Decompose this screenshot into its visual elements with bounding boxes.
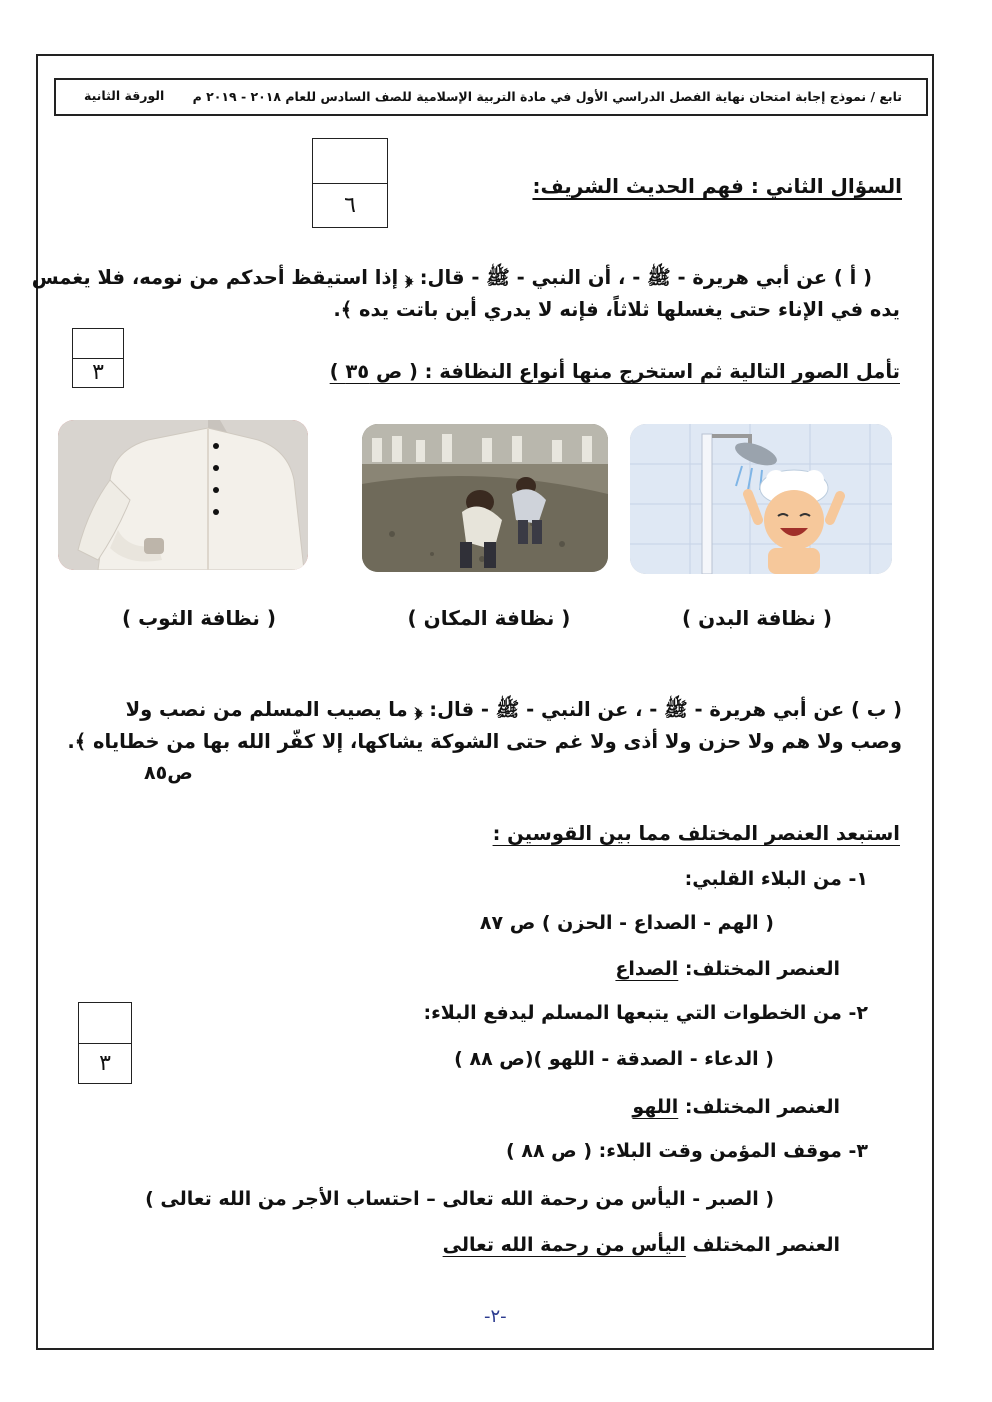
item-2-answer: اللهو <box>632 1096 679 1118</box>
white-thobe-image <box>58 420 308 570</box>
score-box-part-1 <box>72 328 124 388</box>
answer-garment-cleanliness: ( نظافة الثوب ) <box>121 606 277 630</box>
score-part-1: ٣ <box>92 360 104 386</box>
shower-child-image <box>630 424 892 574</box>
white-thobe-icon <box>58 420 308 570</box>
item-2-answer-label: العنصر المختلف: <box>684 1096 840 1118</box>
item-1-question: ١- من البلاء القلبي: <box>684 868 868 890</box>
score-box-empty-cell <box>313 139 387 184</box>
part-1-instruction: تأمل الصور التالية ثم استخرج منها أنواع النظافة : ( ص ٣٥ ) <box>329 360 900 383</box>
hadith-b-reference: ص٨٥ <box>144 762 193 784</box>
item-1-answer-row <box>615 958 840 980</box>
answer-place-cleanliness: ( نظافة المكان ) <box>407 606 571 630</box>
item-3-answer-row <box>443 1234 840 1256</box>
item-1-options: ( الهم - الصداع - الحزن ) ص ٨٧ <box>479 912 774 934</box>
cleaning-place-image <box>362 424 608 572</box>
item-1-answer: الصداع <box>615 958 679 980</box>
hadith-a-line-2: يده في الإناء حتى يغسلها ثلاثاً، فإنه لا يدري أين باتت يده ﴾. <box>333 298 900 321</box>
item-2-options: ( الدعاء - الصدقة - اللهو )(ص ٨٨ ) <box>454 1048 774 1070</box>
page-number: -٢- <box>484 1306 507 1327</box>
header-title: تابع / نموذج إجابة امتحان نهاية الفصل الدراسي الأول في مادة التربية الإسلامية للصف السادس للعام ٢٠١٨ - ٢٠١٩ م <box>192 89 902 104</box>
hadith-a-line-1: ( أ ) عن أبي هريرة - ﷺ - ، أن النبي - ﷺ - قال: ﴿ إذا استيقظ أحدكم من نومه، فلا يغمس <box>31 266 872 289</box>
item-2-answer-row <box>632 1096 840 1118</box>
hadith-b-line-1: ( ب ) عن أبي هريرة - ﷺ - ، عن النبي - ﷺ - قال: ﴿ ما يصيب المسلم من نصب ولا <box>125 698 902 721</box>
cleaning-place-icon <box>362 424 608 572</box>
score-part-2: ٣ <box>99 1050 111 1076</box>
hadith-b-line-2: وصب ولا هم ولا حزن ولا أذى ولا غم حتى الشوكة يشاكها، إلا كفّر الله بها من خطاياه ﴾. <box>67 730 902 753</box>
item-3-question: ٣- موقف المؤمن وقت البلاء: ( ص ٨٨ ) <box>506 1140 868 1162</box>
item-2-question: ٢- من الخطوات التي يتبعها المسلم ليدفع البلاء: <box>423 1002 868 1024</box>
item-3-options: ( الصبر - اليأس من رحمة الله تعالى – احتساب الأجر من الله تعالى ) <box>145 1188 774 1210</box>
part-2-instruction: استبعد العنصر المختلف مما بين القوسين : <box>492 822 900 845</box>
item-1-answer-label: العنصر المختلف: <box>684 958 840 980</box>
page-label: الورقة الثانية <box>84 88 165 103</box>
item-3-answer-label: العنصر المختلف <box>692 1234 840 1256</box>
score-box-part-2 <box>78 1002 132 1084</box>
score-total: ٦ <box>344 192 356 218</box>
shower-child-icon <box>630 424 892 574</box>
item-3-answer: اليأس من رحمة الله تعالى <box>442 1234 686 1256</box>
answer-body-cleanliness: ( نظافة البدن ) <box>681 606 833 630</box>
question-2-title: السؤال الثاني : فهم الحديث الشريف: <box>532 174 902 198</box>
score-box-empty-cell <box>73 329 123 359</box>
score-box-empty-cell <box>79 1003 131 1044</box>
header-box <box>54 78 928 116</box>
score-box-total <box>312 138 388 228</box>
